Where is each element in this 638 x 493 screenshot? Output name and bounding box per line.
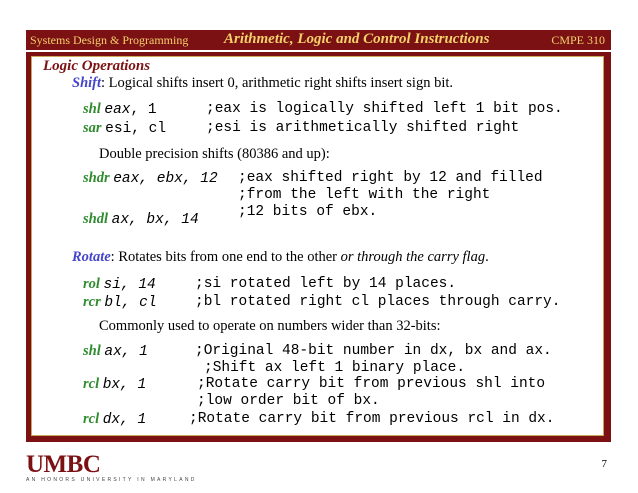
course-code: CMPE 310 [551,33,605,47]
code-comment: ;Original 48-bit number in dx, bx and ax. [195,343,552,359]
code-comment: ;eax shifted right by 12 and filled [238,170,543,186]
rotate-desc-italic: or through the carry flag [340,249,486,265]
rotate-desc: : Rotates bits from one end to the other [110,249,341,265]
code-line [83,120,166,137]
operand: si, 14 [103,277,156,293]
rotate-desc-end: . [485,249,489,265]
code-comment: ;12 bits of ebx. [238,204,378,220]
code-comment: ;from the left with the right [238,187,491,203]
umbc-logo: UMBC [26,451,101,478]
operand: dx, 1 [102,412,147,428]
slide-title: Arithmetic, Logic and Control Instructions [224,31,490,47]
operand: bx, 1 [102,377,147,393]
operand: eax, ebx, 12 [113,171,218,187]
mnemonic: shdl [83,211,108,227]
section-title: Logic Operations [43,58,151,74]
code-comment: ;Rotate carry bit from previous shl into [197,376,546,392]
code-comment: ;bl rotated right cl places through carry. [195,294,561,310]
mnemonic: rcl [83,376,100,392]
mnemonic: rcr [83,294,101,310]
slide-header [26,30,611,50]
mnemonic: rol [83,276,100,292]
shift-description [72,75,453,92]
code-line [83,343,148,360]
code-line [83,101,157,118]
operand: esi, cl [105,121,167,137]
code-line [83,170,218,187]
code-comment: ;si rotated left by 14 places. [195,276,457,292]
operand: bl, cl [104,295,157,311]
shift-desc: : Logical shifts insert 0, arithmetic right shifts insert sign bit. [101,75,453,91]
rotate-term: Rotate [72,249,111,265]
content-area [31,56,604,436]
operand: ax, bx, 14 [111,212,199,228]
shift-term: Shift [72,75,102,91]
code-line [83,294,157,311]
content-frame [26,52,611,442]
mnemonic: sar [83,120,102,136]
double-precision-note: Double precision shifts (80386 and up): [99,146,330,162]
page-number: 7 [601,458,607,470]
mnemonic: rcl [83,411,100,427]
code-comment: ;eax is logically shifted left 1 bit pos. [206,101,563,117]
operand: eax [104,102,131,118]
operand-rest: , 1 [130,102,157,118]
mnemonic: shdr [83,170,110,186]
wide-numbers-note: Commonly used to operate on numbers wider than 32-bits: [99,318,441,334]
code-comment: ;esi is arithmetically shifted right [206,120,520,136]
umbc-tagline: AN HONORS UNIVERSITY IN MARYLAND [26,477,197,483]
mnemonic: shl [83,101,101,117]
operand: ax, 1 [104,344,148,360]
code-comment: ;Shift ax left 1 binary place. [204,360,466,376]
code-comment: ;low order bit of bx. [197,393,380,409]
mnemonic: shl [83,343,101,359]
code-line [83,376,146,393]
rotate-description [72,249,489,266]
code-line [83,411,146,428]
code-line [83,276,156,293]
code-comment: ;Rotate carry bit from previous rcl in dx. [189,411,555,427]
course-title: Systems Design & Programming [30,33,189,47]
code-line [83,211,199,228]
